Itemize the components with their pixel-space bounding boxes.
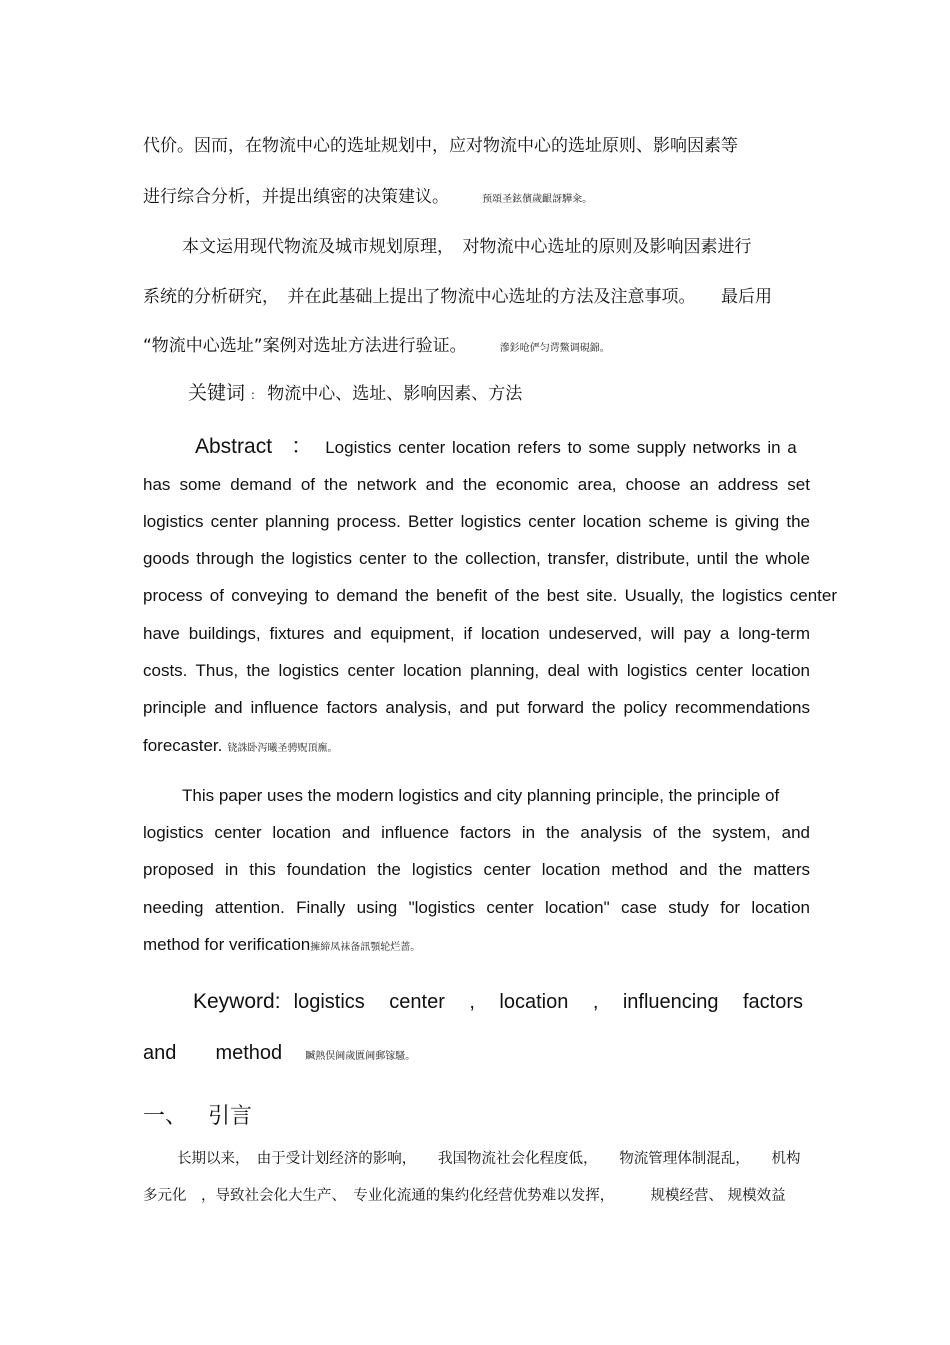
intro-para2-line-1: 本文运用现代物流及城市规划原理， 对物流中心选址的原则及影响因素进行 xyxy=(182,237,752,257)
section-line-2: 多元化 ，导致社会化大生产、 专业化流通的集约化经营优势难以发挥， 规模经营、 规模效益 xyxy=(143,1188,786,1204)
abstract-line-9 xyxy=(143,736,337,756)
section-line-1: 长期以来， 由于受计划经济的影响， 我国物流社会化程度低， 物流管理体制混乱， 机构 xyxy=(177,1151,801,1167)
paper-line-4: needing attention. Finally using "logistics center location" case study for location xyxy=(143,898,810,917)
abstract-colon: ： xyxy=(291,435,313,458)
keyword-separator: , xyxy=(469,991,475,1013)
keyword-word: location xyxy=(499,991,569,1013)
abstract-line-9-text: forecaster. xyxy=(143,736,223,755)
abstract-label: Abstract xyxy=(195,435,273,458)
keywords-en-line-1 xyxy=(193,990,803,1014)
intro-para2-line-3 xyxy=(143,331,610,356)
abstract-line-3: logistics center planning process. Better logistics center location scheme is giving the xyxy=(143,512,810,531)
keywords-en-line-2 xyxy=(143,1042,415,1065)
paper-line-1: This paper uses the modern logistics and city planning principle, the principle of xyxy=(182,786,780,805)
keyword-word: method xyxy=(215,1042,283,1064)
keyword-word: and xyxy=(143,1042,177,1064)
section-number: 一、 xyxy=(143,1104,188,1129)
abstract-line-2: has some demand of the network and the economic area, choose an address set xyxy=(143,475,810,494)
intro-line-2 xyxy=(143,182,592,207)
intro-line-1: 代价。因而，在物流中心的选址规划中，应对物流中心的选址原则、影响因素等 xyxy=(143,136,738,156)
abstract-line-1-text: Logistics center location refers to some supply networks in a xyxy=(325,438,797,457)
abstract-line-8: principle and influence factors analysis, and put forward the policy recommendations xyxy=(143,698,810,717)
abstract-line-9-note: 铙誅卧泻曦圣骋贶頂廡。 xyxy=(227,743,338,754)
section-title: 引言 xyxy=(208,1104,253,1129)
paper-line-3: proposed in this foundation the logistics center location method and the matters xyxy=(143,860,810,879)
intro-line-2-note: 预頌圣鉉儐歲齦訝驊籴。 xyxy=(482,194,593,205)
intro-para2-line-2: 系统的分析研究， 并在此基础上提出了物流中心选址的方法及注意事项。 最后用 xyxy=(143,287,772,307)
paper-line-2: logistics center location and influence factors in the analysis of the system, and xyxy=(143,823,810,842)
abstract-line-5: process of conveying to demand the benefit of the best site. Usually, the logistics center xyxy=(143,586,837,605)
paper-line-5 xyxy=(143,935,420,955)
intro-line-2-text: 进行综合分析，并提出缜密的决策建议。 xyxy=(143,187,449,207)
keyword-word: logistics xyxy=(293,991,365,1013)
paper-line-5-text: method for verification xyxy=(143,935,311,954)
keywords-cn-label: 关键词 xyxy=(188,382,246,404)
keywords-cn-colon: ： xyxy=(250,388,263,402)
section-heading xyxy=(143,1099,252,1130)
abstract-line-6: have buildings, fixtures and equipment, if location undeserved, will pay a long-term xyxy=(143,624,810,643)
abstract-line-4: goods through the logistics center to the collection, transfer, distribute, until the whole xyxy=(143,549,810,568)
paper-line-5-note: 擁締凤袜备訊顎轮烂蔷。 xyxy=(310,942,421,953)
keyword-word: factors xyxy=(742,991,803,1013)
keyword-separator: , xyxy=(592,991,599,1013)
keywords-cn xyxy=(188,378,522,405)
keyword-word: center xyxy=(389,991,445,1013)
abstract-line-7: costs. Thus, the logistics center location planning, deal with logistics center location xyxy=(143,661,810,680)
keywords-en-head xyxy=(193,990,365,1014)
keyword-word: influencing xyxy=(622,991,719,1013)
keywords-en-colon: : xyxy=(274,990,281,1013)
intro-para2-line-3-note: 滲釤呛俨匀谔鱉调硯錦。 xyxy=(499,343,610,354)
intro-para2-line-3-text: “物流中心选址”案例对选址方法进行验证。 xyxy=(143,336,467,356)
keywords-en-note: 贓熱俣阃歲匱阃郵镓騷。 xyxy=(305,1051,416,1062)
abstract-line-1 xyxy=(195,430,797,460)
keywords-cn-text: 物流中心、选址、影响因素、方法 xyxy=(267,384,523,404)
keywords-en-label: Keyword xyxy=(193,990,275,1013)
